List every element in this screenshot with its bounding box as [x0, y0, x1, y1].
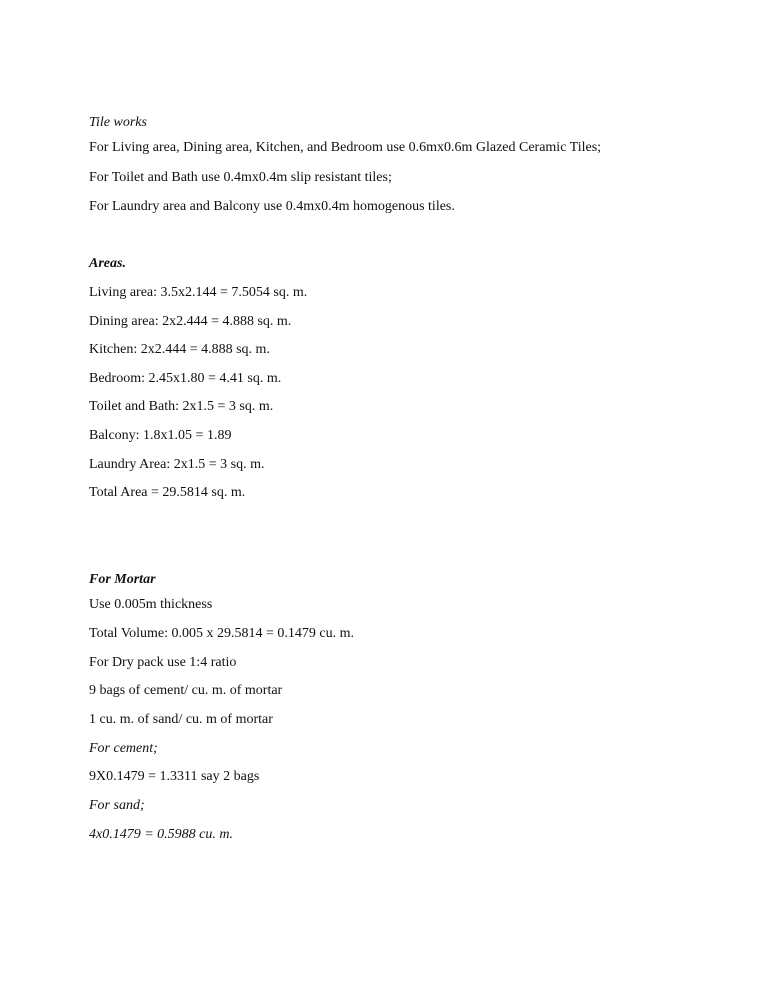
area-line: Living area: 3.5x2.144 = 7.5054 sq. m.	[89, 285, 308, 300]
sand-calculation: 4x0.1479 = 0.5988 cu. m.	[89, 827, 233, 842]
total-area-line: Total Area = 29.5814 sq. m.	[89, 485, 246, 500]
area-line: Kitchen: 2x2.444 = 4.888 sq. m.	[89, 342, 270, 357]
tile-works-line: For Laundry area and Balcony use 0.4mx0.4m homogenous tiles.	[89, 199, 455, 214]
tile-works-line: For Toilet and Bath use 0.4mx0.4m slip resistant tiles;	[89, 170, 392, 185]
mortar-line: For Dry pack use 1:4 ratio	[89, 655, 237, 670]
tile-works-line: For Living area, Dining area, Kitchen, and Bedroom use 0.6mx0.6m Glazed Ceramic Tiles;	[89, 140, 602, 155]
cement-calculation: 9X0.1479 = 1.3311 say 2 bags	[89, 769, 260, 784]
area-line: Dining area: 2x2.444 = 4.888 sq. m.	[89, 314, 292, 329]
area-line: Bedroom: 2.45x1.80 = 4.41 sq. m.	[89, 371, 282, 386]
cement-heading: For cement;	[89, 741, 158, 756]
mortar-line: 9 bags of cement/ cu. m. of mortar	[89, 683, 283, 698]
area-line: Balcony: 1.8x1.05 = 1.89	[89, 428, 232, 443]
tile-works-heading: Tile works	[89, 115, 147, 130]
sand-heading: For sand;	[89, 798, 145, 813]
area-line: Toilet and Bath: 2x1.5 = 3 sq. m.	[89, 399, 274, 414]
area-line: Laundry Area: 2x1.5 = 3 sq. m.	[89, 457, 265, 472]
mortar-heading: For Mortar	[89, 572, 156, 587]
areas-heading: Areas.	[89, 256, 126, 271]
mortar-line: Use 0.005m thickness	[89, 597, 213, 612]
mortar-line: Total Volume: 0.005 x 29.5814 = 0.1479 cu. m.	[89, 626, 355, 641]
mortar-line: 1 cu. m. of sand/ cu. m of mortar	[89, 712, 273, 727]
